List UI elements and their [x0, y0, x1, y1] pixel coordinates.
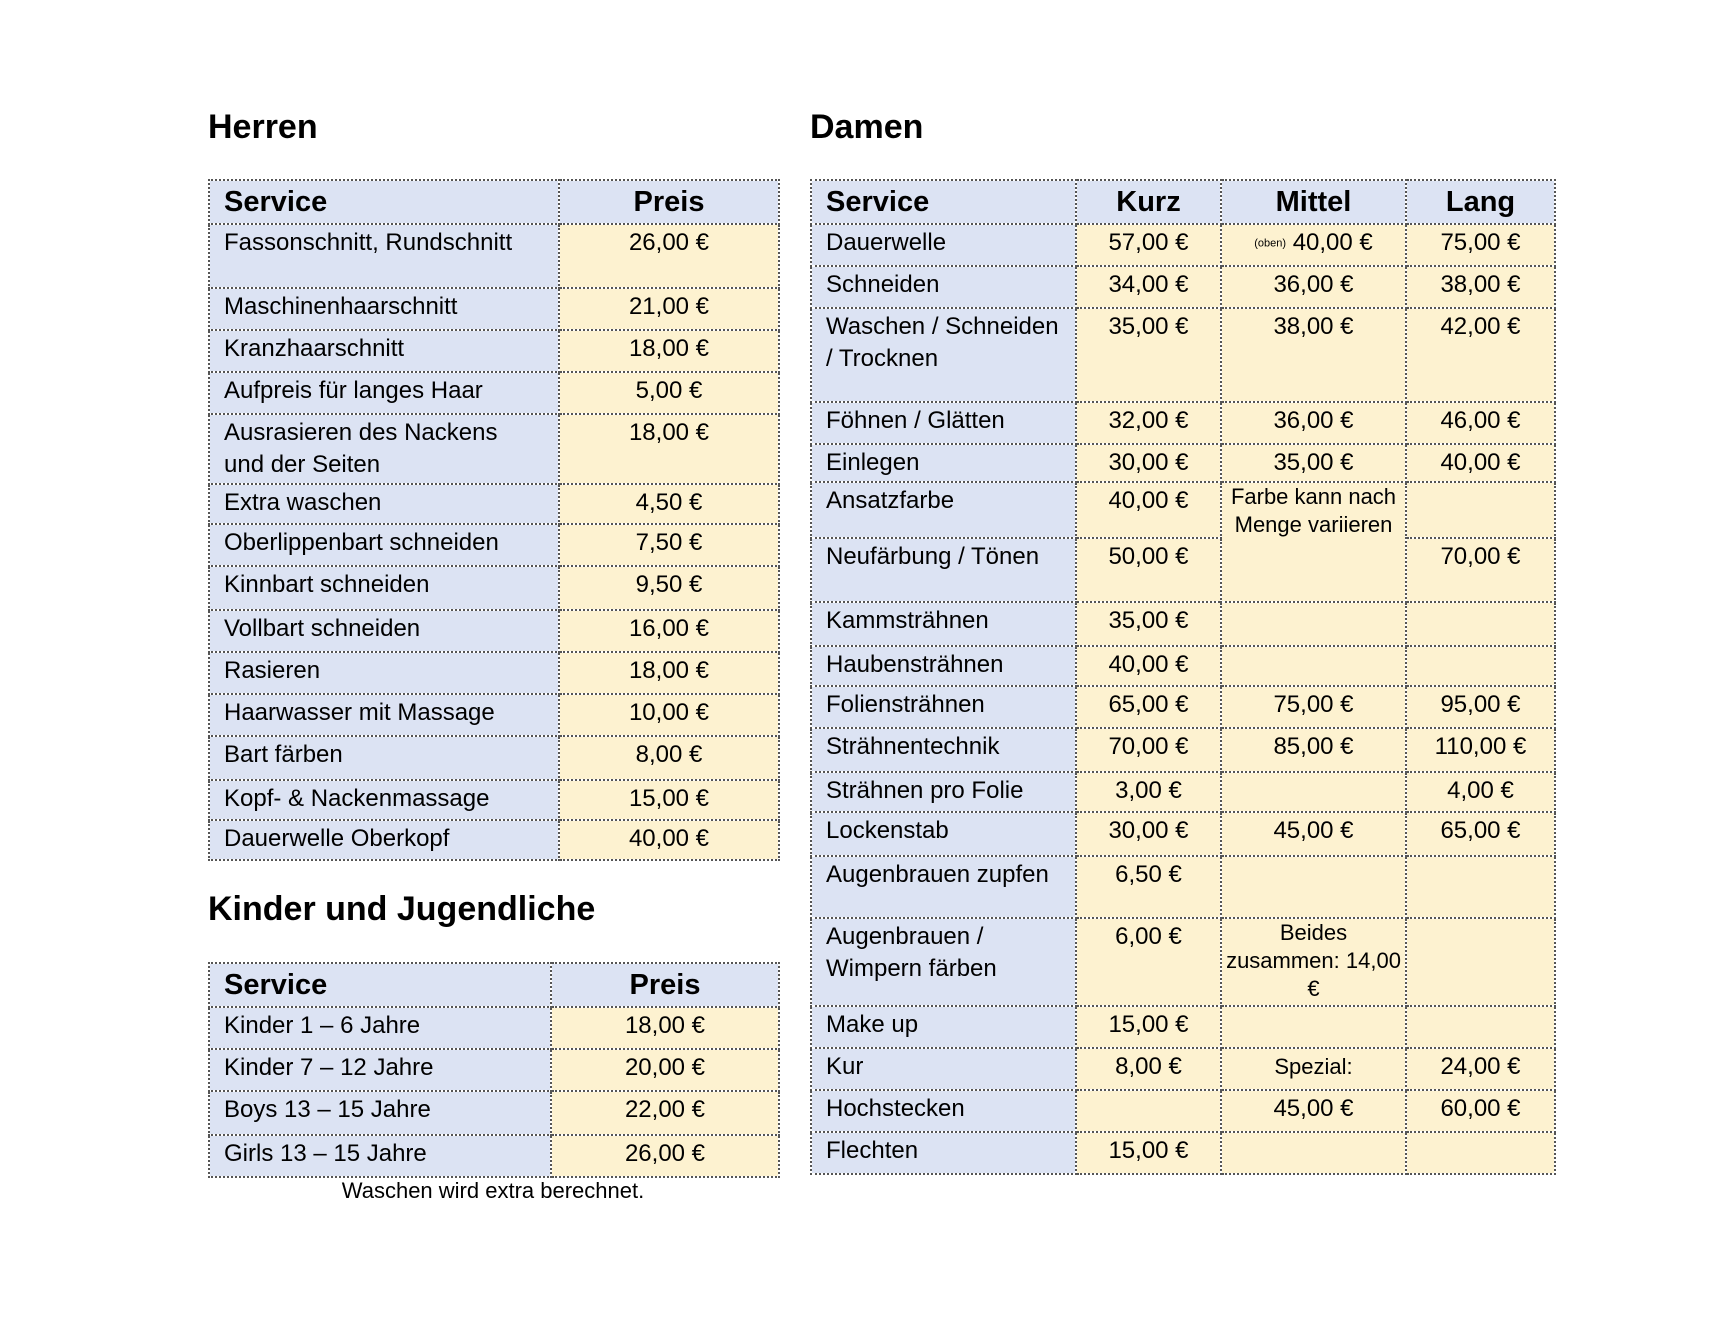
table-row	[811, 812, 1555, 856]
service-cell: Flechten	[811, 1132, 1076, 1174]
table-row	[209, 414, 779, 484]
table-row	[209, 1007, 779, 1049]
service-cell: Fassonschnitt, Rundschnitt	[209, 224, 559, 288]
price-cell: 20,00 €	[551, 1049, 779, 1091]
price-cell: 8,00 €	[559, 736, 779, 780]
kurz-price-cell: 65,00 €	[1076, 686, 1221, 728]
combo-note-cell: Beides zusammen: 14,00 €	[1221, 918, 1406, 1006]
service-cell: Kammsträhnen	[811, 602, 1076, 646]
table-row	[811, 646, 1555, 686]
column-header-lang: Lang	[1406, 180, 1555, 224]
service-cell: Extra waschen	[209, 484, 559, 524]
table-row	[811, 224, 1555, 266]
service-cell: Kinder 1 – 6 Jahre	[209, 1007, 551, 1049]
service-cell: Maschinenhaarschnitt	[209, 288, 559, 330]
kurz-price-cell: 8,00 €	[1076, 1048, 1221, 1090]
column-header-preis: Preis	[559, 180, 779, 224]
price-cell: 18,00 €	[559, 414, 779, 484]
service-cell: Dauerwelle	[811, 224, 1076, 266]
mittel-price-cell	[1221, 224, 1406, 266]
table-row	[811, 308, 1555, 402]
kurz-price-cell: 40,00 €	[1076, 482, 1221, 538]
column-header-service: Service	[811, 180, 1076, 224]
price-cell: 7,50 €	[559, 524, 779, 566]
table-row	[811, 482, 1555, 538]
kinder-title: Kinder und Jugendliche	[208, 890, 596, 928]
lang-price-cell: 75,00 €	[1406, 224, 1555, 266]
lang-price-cell: 42,00 €	[1406, 308, 1555, 402]
table-row	[209, 820, 779, 860]
column-header-preis: Preis	[551, 963, 779, 1007]
footnote: Waschen wird extra berechnet.	[341, 1178, 645, 1203]
service-cell: Ausrasieren des Nackens und der Seiten	[209, 414, 559, 484]
service-cell: Haubensträhnen	[811, 646, 1076, 686]
table-row	[811, 266, 1555, 308]
lang-price-cell: 65,00 €	[1406, 812, 1555, 856]
lang-price-cell: 95,00 €	[1406, 686, 1555, 728]
service-cell: Augenbrauen zupfen	[811, 856, 1076, 918]
service-cell: Neufärbung / Tönen	[811, 538, 1076, 602]
price-cell: 16,00 €	[559, 610, 779, 652]
table-row	[811, 402, 1555, 444]
kurz-price-cell: 6,50 €	[1076, 856, 1221, 918]
kurz-price-cell: 30,00 €	[1076, 444, 1221, 482]
table-row	[209, 1049, 779, 1091]
lang-price-cell: 70,00 €	[1406, 538, 1555, 602]
table-header-row	[209, 180, 779, 224]
table-row	[811, 602, 1555, 646]
table-row	[209, 330, 779, 372]
mittel-price-cell	[1221, 646, 1406, 686]
lang-price-cell: 60,00 €	[1406, 1090, 1555, 1132]
service-cell: Kur	[811, 1048, 1076, 1090]
kurz-price-cell: 57,00 €	[1076, 224, 1221, 266]
table-row	[811, 686, 1555, 728]
table-row	[811, 856, 1555, 918]
table-row	[209, 372, 779, 414]
kurz-price-cell: 32,00 €	[1076, 402, 1221, 444]
column-header-service: Service	[209, 963, 551, 1007]
service-cell: Schneiden	[811, 266, 1076, 308]
price-cell: 26,00 €	[559, 224, 779, 288]
kinder-table	[208, 962, 780, 1178]
service-cell: Strähnen pro Folie	[811, 772, 1076, 812]
damen-title: Damen	[810, 108, 924, 146]
table-row	[209, 566, 779, 610]
service-cell: Rasieren	[209, 652, 559, 694]
service-cell: Hochstecken	[811, 1090, 1076, 1132]
price-cell: 15,00 €	[559, 780, 779, 820]
service-cell: Aufpreis für langes Haar	[209, 372, 559, 414]
service-cell: Waschen / Schneiden / Trocknen	[811, 308, 1076, 402]
table-row	[209, 736, 779, 780]
price-cell: 22,00 €	[551, 1091, 779, 1135]
table-row	[811, 444, 1555, 482]
price-cell: 5,00 €	[559, 372, 779, 414]
column-header-service: Service	[209, 180, 559, 224]
table-row	[811, 1048, 1555, 1090]
table-row	[209, 1135, 779, 1177]
service-cell: Kopf- & Nackenmassage	[209, 780, 559, 820]
price-cell: 21,00 €	[559, 288, 779, 330]
lang-price-cell	[1406, 1006, 1555, 1048]
mittel-price-cell: 45,00 €	[1221, 1090, 1406, 1132]
table-row	[209, 780, 779, 820]
service-cell: Bart färben	[209, 736, 559, 780]
table-row	[811, 538, 1555, 602]
service-cell: Oberlippenbart schneiden	[209, 524, 559, 566]
mittel-price-cell: 36,00 €	[1221, 266, 1406, 308]
lang-price-cell	[1406, 602, 1555, 646]
table-header-row	[209, 963, 779, 1007]
service-cell: Haarwasser mit Massage	[209, 694, 559, 736]
price-cell: 40,00 €	[559, 820, 779, 860]
table-row	[209, 484, 779, 524]
table-row	[209, 224, 779, 288]
kurz-price-cell: 35,00 €	[1076, 602, 1221, 646]
table-row	[209, 1091, 779, 1135]
damen-table	[810, 179, 1556, 1175]
service-cell: Kranzhaarschnitt	[209, 330, 559, 372]
mittel-price-cell	[1221, 1006, 1406, 1048]
lang-price-cell: 4,00 €	[1406, 772, 1555, 812]
mittel-price-cell	[1221, 856, 1406, 918]
color-note-cell: Farbe kann nach Menge variieren	[1221, 482, 1406, 602]
table-header-row	[811, 180, 1555, 224]
kurz-price-cell: 15,00 €	[1076, 1006, 1221, 1048]
herren-title: Herren	[208, 108, 318, 146]
service-cell: Föhnen / Glätten	[811, 402, 1076, 444]
service-cell: Lockenstab	[811, 812, 1076, 856]
kurz-price-cell: 30,00 €	[1076, 812, 1221, 856]
table-row	[209, 652, 779, 694]
mittel-price: 40,00 €	[1292, 229, 1373, 256]
table-row	[811, 728, 1555, 772]
price-cell: 9,50 €	[559, 566, 779, 610]
kurz-price-cell: 6,00 €	[1076, 918, 1221, 1006]
column-header-kurz: Kurz	[1076, 180, 1221, 224]
lang-price-cell: 110,00 €	[1406, 728, 1555, 772]
lang-price-cell: 46,00 €	[1406, 402, 1555, 444]
mittel-price-cell: 45,00 €	[1221, 812, 1406, 856]
mittel-price-cell: 35,00 €	[1221, 444, 1406, 482]
mittel-price-cell	[1221, 602, 1406, 646]
service-cell: Girls 13 – 15 Jahre	[209, 1135, 551, 1177]
price-cell: 18,00 €	[559, 330, 779, 372]
lang-price-cell	[1406, 1132, 1555, 1174]
table-row	[811, 918, 1555, 1006]
kurz-price-cell	[1076, 1090, 1221, 1132]
mittel-prefix: (oben)	[1254, 237, 1287, 250]
lang-price-cell	[1406, 646, 1555, 686]
kurz-price-cell: 35,00 €	[1076, 308, 1221, 402]
mittel-price-cell	[1221, 1132, 1406, 1174]
service-cell: Einlegen	[811, 444, 1076, 482]
herren-table	[208, 179, 780, 861]
price-cell: 10,00 €	[559, 694, 779, 736]
price-cell: 26,00 €	[551, 1135, 779, 1177]
table-row	[209, 524, 779, 566]
price-cell: 4,50 €	[559, 484, 779, 524]
kurz-price-cell: 70,00 €	[1076, 728, 1221, 772]
kurz-price-cell: 40,00 €	[1076, 646, 1221, 686]
service-cell: Make up	[811, 1006, 1076, 1048]
lang-price-cell	[1406, 856, 1555, 918]
kurz-price-cell: 3,00 €	[1076, 772, 1221, 812]
table-row	[209, 610, 779, 652]
service-cell: Kinder 7 – 12 Jahre	[209, 1049, 551, 1091]
service-cell: Strähnentechnik	[811, 728, 1076, 772]
service-cell: Dauerwelle Oberkopf	[209, 820, 559, 860]
table-row	[811, 1090, 1555, 1132]
kurz-price-cell: 15,00 €	[1076, 1132, 1221, 1174]
price-cell: 18,00 €	[559, 652, 779, 694]
column-header-mittel: Mittel	[1221, 180, 1406, 224]
lang-price-cell: 40,00 €	[1406, 444, 1555, 482]
service-cell: Augenbrauen / Wimpern färben	[811, 918, 1076, 1006]
service-cell: Vollbart schneiden	[209, 610, 559, 652]
lang-price-cell	[1406, 482, 1555, 538]
mittel-price-cell: 38,00 €	[1221, 308, 1406, 402]
table-row	[811, 1006, 1555, 1048]
service-cell: Kinnbart schneiden	[209, 566, 559, 610]
table-row	[811, 772, 1555, 812]
mittel-price-cell: 36,00 €	[1221, 402, 1406, 444]
kurz-price-cell: 34,00 €	[1076, 266, 1221, 308]
lang-price-cell	[1406, 918, 1555, 1006]
kurz-price-cell: 50,00 €	[1076, 538, 1221, 602]
price-cell: 18,00 €	[551, 1007, 779, 1049]
lang-price-cell: 24,00 €	[1406, 1048, 1555, 1090]
mittel-price-cell: Spezial:	[1221, 1048, 1406, 1090]
mittel-price-cell: 75,00 €	[1221, 686, 1406, 728]
table-row	[209, 288, 779, 330]
lang-price-cell: 38,00 €	[1406, 266, 1555, 308]
service-cell: Foliensträhnen	[811, 686, 1076, 728]
service-cell: Ansatzfarbe	[811, 482, 1076, 538]
mittel-price-cell	[1221, 772, 1406, 812]
mittel-price-cell: 85,00 €	[1221, 728, 1406, 772]
service-cell: Boys 13 – 15 Jahre	[209, 1091, 551, 1135]
table-row	[209, 694, 779, 736]
table-row	[811, 1132, 1555, 1174]
